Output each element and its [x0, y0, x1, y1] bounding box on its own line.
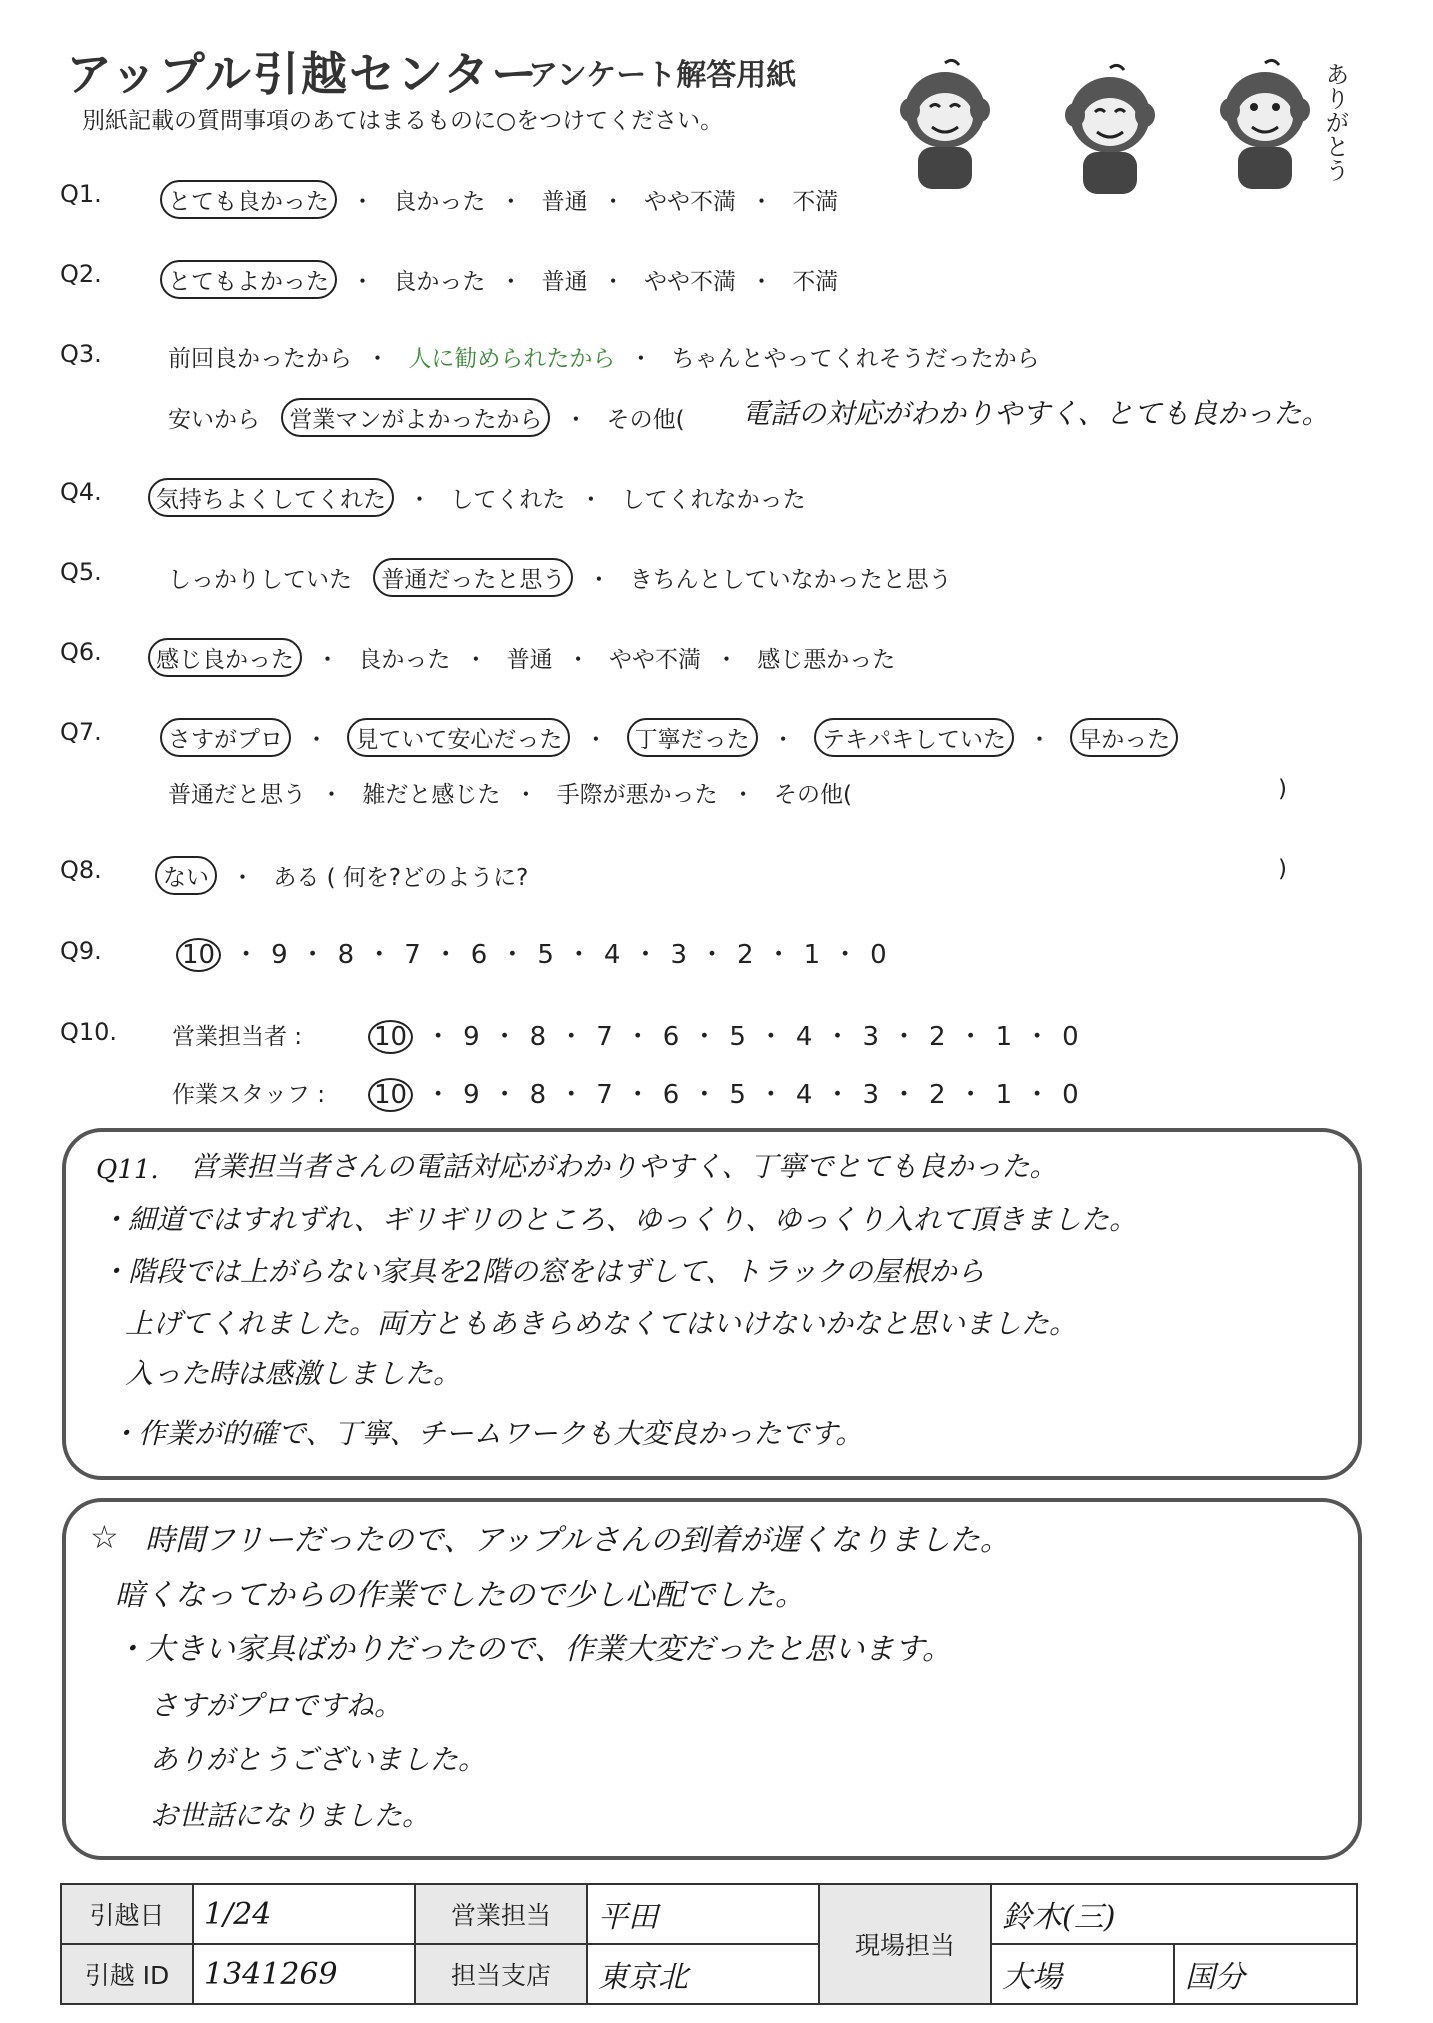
- q2-options: とてもよかった ・ 良かった ・ 普通 ・ やや不満 ・ 不満: [160, 260, 852, 299]
- separator-dot: ・: [891, 1080, 918, 1110]
- separator-dot: ・: [699, 940, 726, 970]
- separator-dot: ・: [824, 1080, 851, 1110]
- q6-option-2[interactable]: 良かった: [358, 647, 451, 673]
- q7-option-7[interactable]: 雑だと感じた: [362, 782, 501, 808]
- q10-sales-score-10[interactable]: 10: [368, 1020, 413, 1054]
- q11-line: ・階段では上がらない家具を2階の窓をはずして、トラックの屋根から: [100, 1255, 985, 1288]
- separator-dot: ・: [366, 940, 393, 970]
- q8-label: Q8.: [60, 856, 102, 884]
- q3-option-4[interactable]: 安いから: [168, 407, 260, 433]
- q2-option-5[interactable]: 不満: [792, 269, 839, 295]
- q7-label: Q7.: [60, 718, 102, 746]
- q10-sales-score-0[interactable]: 0: [1062, 1022, 1079, 1052]
- separator-dot: ・: [499, 940, 526, 970]
- q10-sales-scale: [360, 1016, 1087, 1054]
- q4-options: 気持ちよくしてくれた ・ してくれた ・ してくれなかった: [148, 478, 820, 517]
- q1-option-2[interactable]: 良かった: [393, 189, 486, 215]
- separator-dot: ・: [491, 1022, 518, 1052]
- q10-staff-score-2[interactable]: 2: [929, 1080, 946, 1110]
- q9-score-6[interactable]: 6: [470, 940, 488, 970]
- q3-row1: 前回良かったから ・ 人に勧められたから ・ ちゃんとやってくれそうだったから: [168, 340, 1054, 373]
- free-line: 時間フリーだったので、アップルさんの到着が遅くなりました。: [145, 1523, 1010, 1558]
- q1-option-4[interactable]: やや不満: [643, 189, 736, 215]
- move-id-label: 引越 ID: [61, 1944, 193, 2004]
- q10-sales-score-6[interactable]: 6: [662, 1022, 680, 1052]
- q1-options: とても良かった ・ 良かった ・ 普通 ・ やや不満 ・ 不満: [160, 180, 852, 219]
- q8-option-2[interactable]: ある ( 何を?どのように?: [273, 865, 529, 891]
- separator-dot: ・: [957, 1022, 984, 1052]
- site-staff-label: 現場担当: [819, 1884, 991, 2004]
- q10-sales-score-3[interactable]: 3: [862, 1022, 880, 1052]
- q10-sales-score-4[interactable]: 4: [795, 1022, 813, 1052]
- free-line: 暗くなってからの作業でしたので少し心配でした。: [115, 1578, 805, 1613]
- separator-dot: ・: [632, 940, 659, 970]
- q10-sales-score-9[interactable]: 9: [463, 1022, 480, 1052]
- footer-info-table: [60, 1883, 1358, 2005]
- q2-option-3[interactable]: 普通: [541, 269, 588, 295]
- q10-sales-label: 営業担当者 :: [172, 1024, 303, 1050]
- q9-score-0[interactable]: 0: [870, 940, 887, 970]
- q10-sales-score-7[interactable]: 7: [596, 1022, 613, 1052]
- site-staff-value-3: 国分: [1174, 1944, 1357, 2004]
- q4-option-1[interactable]: 気持ちよくしてくれた: [148, 478, 394, 517]
- q10-sales-score-5[interactable]: 5: [729, 1022, 746, 1052]
- separator-dot: ・: [957, 1080, 984, 1110]
- separator-dot: ・: [624, 1022, 651, 1052]
- q11-line: ・細道ではすれずれ、ギリギリのところ、ゆっくり、ゆっくり入れて頂きました。: [100, 1203, 1138, 1236]
- q7-option-2[interactable]: 見ていて安心だった: [347, 718, 570, 757]
- separator-dot: ・: [891, 1022, 918, 1052]
- separator-dot: ・: [691, 1080, 718, 1110]
- separator-dot: ・: [432, 940, 459, 970]
- monkey-mascot-icon: [1210, 55, 1320, 195]
- q9-label: Q9.: [60, 937, 102, 965]
- q10-staff-score-6[interactable]: 6: [662, 1080, 680, 1110]
- q11-line: ・作業が的確で、丁寧、チームワークも大変良かったです。: [110, 1417, 864, 1450]
- site-staff-value-2: 大場: [991, 1944, 1174, 2004]
- q3-option-1[interactable]: 前回良かったから: [168, 346, 352, 372]
- form-subtitle: アンケート解答用紙: [528, 58, 797, 93]
- separator-dot: ・: [558, 1022, 585, 1052]
- q9-scale: [168, 934, 895, 972]
- q10-sales-score-2[interactable]: 2: [929, 1022, 946, 1052]
- q10-staff-score-8[interactable]: 8: [529, 1080, 547, 1110]
- sales-rep-label: 営業担当: [415, 1884, 587, 1944]
- q5-option-3[interactable]: きちんとしていなかったと思う: [629, 567, 952, 593]
- q9-score-8[interactable]: 8: [337, 940, 355, 970]
- q2-option-4[interactable]: やや不満: [643, 269, 736, 295]
- q9-score-2[interactable]: 2: [737, 940, 754, 970]
- q10-staff-score-3[interactable]: 3: [862, 1080, 880, 1110]
- move-id-value: 1341269: [193, 1944, 415, 2004]
- q1-option-5[interactable]: 不満: [792, 189, 839, 215]
- branch-label: 担当支店: [415, 1944, 587, 2004]
- q1-option-1[interactable]: とても良かった: [160, 180, 337, 219]
- free-line: ・大きい家具ばかりだったので、作業大変だったと思います。: [115, 1632, 952, 1667]
- q8-option-1[interactable]: ない: [155, 856, 217, 895]
- separator-dot: ・: [624, 1080, 651, 1110]
- q11-line: 営業担当者さんの電話対応がわかりやすく、丁寧でとても良かった。: [190, 1150, 1058, 1183]
- q7-row1: さすがプロ ・ 見ていて安心だった ・ 丁寧だった ・ テキパキしていた ・ 早かった: [160, 718, 1192, 757]
- separator-dot: ・: [757, 1022, 784, 1052]
- separator-dot: ・: [765, 940, 792, 970]
- q7-option-4[interactable]: テキパキしていた: [814, 718, 1014, 757]
- q10-sales-score-8[interactable]: 8: [529, 1022, 547, 1052]
- q6-label: Q6.: [60, 638, 102, 666]
- q10-staff-score-4[interactable]: 4: [795, 1080, 813, 1110]
- q7-option-8[interactable]: 手際が悪かった: [556, 782, 718, 808]
- free-line: さすがプロですね。: [150, 1689, 403, 1722]
- q1-label: Q1.: [60, 180, 102, 208]
- q5-option-2[interactable]: 普通だったと思う: [373, 558, 573, 597]
- q10-staff-score-0[interactable]: 0: [1062, 1080, 1079, 1110]
- separator-dot: ・: [491, 1080, 518, 1110]
- separator-dot: ・: [565, 940, 592, 970]
- monkey-mascot-icon: [890, 55, 1000, 195]
- separator-dot: ・: [757, 1080, 784, 1110]
- site-staff-value-1: 鈴木(三): [991, 1884, 1357, 1944]
- q11-label: Q11.: [96, 1155, 159, 1185]
- q9-score-3[interactable]: 3: [670, 940, 688, 970]
- separator-dot: ・: [558, 1080, 585, 1110]
- q7-close-paren: ): [1278, 776, 1287, 802]
- q7-option-5[interactable]: 早かった: [1070, 718, 1178, 757]
- q5-options: しっかりしていた 普通だったと思う ・ きちんとしていなかったと思う: [168, 558, 966, 597]
- q10-staff-score-1[interactable]: 1: [995, 1080, 1013, 1110]
- monkey-mascot-icon: [1055, 60, 1165, 200]
- instruction-text: 別紙記載の質問事項のあてはまるものに○をつけてください。: [82, 108, 724, 134]
- q7-option-9[interactable]: その他(: [773, 782, 852, 808]
- q10-staff-label: 作業スタッフ :: [172, 1082, 326, 1108]
- move-date-label: 引越日: [61, 1884, 193, 1944]
- q6-options: 感じ良かった ・ 良かった ・ 普通 ・ やや不満 ・ 感じ悪かった: [148, 638, 909, 677]
- q6-option-4[interactable]: やや不満: [608, 647, 701, 673]
- q3-row2: 安いから 営業マンがよかったから ・ その他(: [168, 398, 699, 437]
- q1-option-3[interactable]: 普通: [541, 189, 588, 215]
- separator-dot: ・: [425, 1080, 452, 1110]
- q4-option-3[interactable]: してくれなかった: [621, 487, 806, 513]
- q9-score-4[interactable]: 4: [603, 940, 621, 970]
- move-date-value: 1/24: [193, 1884, 415, 1944]
- separator-dot: ・: [299, 940, 326, 970]
- separator-dot: ・: [1024, 1022, 1051, 1052]
- q7-option-3[interactable]: 丁寧だった: [627, 718, 758, 757]
- q2-option-1[interactable]: とてもよかった: [160, 260, 337, 299]
- form-title: アップル引越センター: [66, 47, 540, 101]
- q7-option-6[interactable]: 普通だと思う: [168, 782, 306, 808]
- q6-option-5[interactable]: 感じ悪かった: [757, 647, 896, 673]
- q10-sales-score-1[interactable]: 1: [995, 1022, 1013, 1052]
- q3-option-2[interactable]: 人に勧められたから: [408, 346, 616, 372]
- separator-dot: ・: [824, 1022, 851, 1052]
- q3-option-6[interactable]: その他(: [606, 407, 685, 433]
- q10-staff-score-9[interactable]: 9: [463, 1080, 480, 1110]
- q5-label: Q5.: [60, 558, 102, 586]
- q9-score-10[interactable]: 10: [176, 938, 221, 972]
- q11-line: 入った時は感激しました。: [125, 1357, 462, 1390]
- q3-option-3[interactable]: ちゃんとやってくれそうだったから: [671, 346, 1040, 372]
- q3-other-answer: 電話の対応がわかりやすく、とても良かった。: [742, 397, 1330, 430]
- q2-label: Q2.: [60, 260, 102, 288]
- star-icon: ☆: [90, 1518, 119, 1556]
- q9-score-7[interactable]: 7: [404, 940, 421, 970]
- q9-score-9[interactable]: 9: [271, 940, 288, 970]
- branch-value: 東京北: [587, 1944, 819, 2004]
- separator-dot: ・: [691, 1022, 718, 1052]
- q7-option-1[interactable]: さすがプロ: [160, 718, 291, 757]
- q10-staff-scale: [360, 1074, 1087, 1112]
- thanks-text: ありがとう: [1321, 62, 1349, 182]
- q4-option-2[interactable]: してくれた: [450, 487, 566, 513]
- q9-score-5[interactable]: 5: [537, 940, 554, 970]
- q11-line: 上げてくれました。両方ともあきらめなくてはいけないかなと思いました。: [125, 1307, 1078, 1340]
- q9-score-1[interactable]: 1: [803, 940, 821, 970]
- q10-staff-score-10[interactable]: 10: [368, 1078, 413, 1112]
- q6-option-1[interactable]: 感じ良かった: [148, 638, 302, 677]
- q4-label: Q4.: [60, 478, 102, 506]
- separator-dot: ・: [1024, 1080, 1051, 1110]
- separator-dot: ・: [832, 940, 859, 970]
- q7-row2: 普通だと思う ・ 雑だと感じた ・ 手際が悪かった ・ その他(: [168, 776, 866, 809]
- q5-option-1[interactable]: しっかりしていた: [168, 567, 352, 593]
- free-line: お世話になりました。: [150, 1799, 431, 1832]
- free-line: ありがとうございました。: [150, 1743, 487, 1776]
- q3-label: Q3.: [60, 340, 102, 368]
- sales-rep-value: 平田: [587, 1884, 819, 1944]
- q10-staff-score-5[interactable]: 5: [729, 1080, 746, 1110]
- q3-option-5[interactable]: 営業マンがよかったから: [281, 398, 550, 437]
- q2-option-2[interactable]: 良かった: [393, 269, 486, 295]
- q10-label: Q10.: [60, 1018, 118, 1046]
- separator-dot: ・: [425, 1022, 452, 1052]
- separator-dot: ・: [233, 940, 260, 970]
- q8-options: ない ・ ある ( 何を?どのように?: [155, 856, 542, 895]
- q6-option-3[interactable]: 普通: [506, 647, 553, 673]
- q10-staff-score-7[interactable]: 7: [596, 1080, 613, 1110]
- q8-close-paren: ): [1278, 856, 1287, 882]
